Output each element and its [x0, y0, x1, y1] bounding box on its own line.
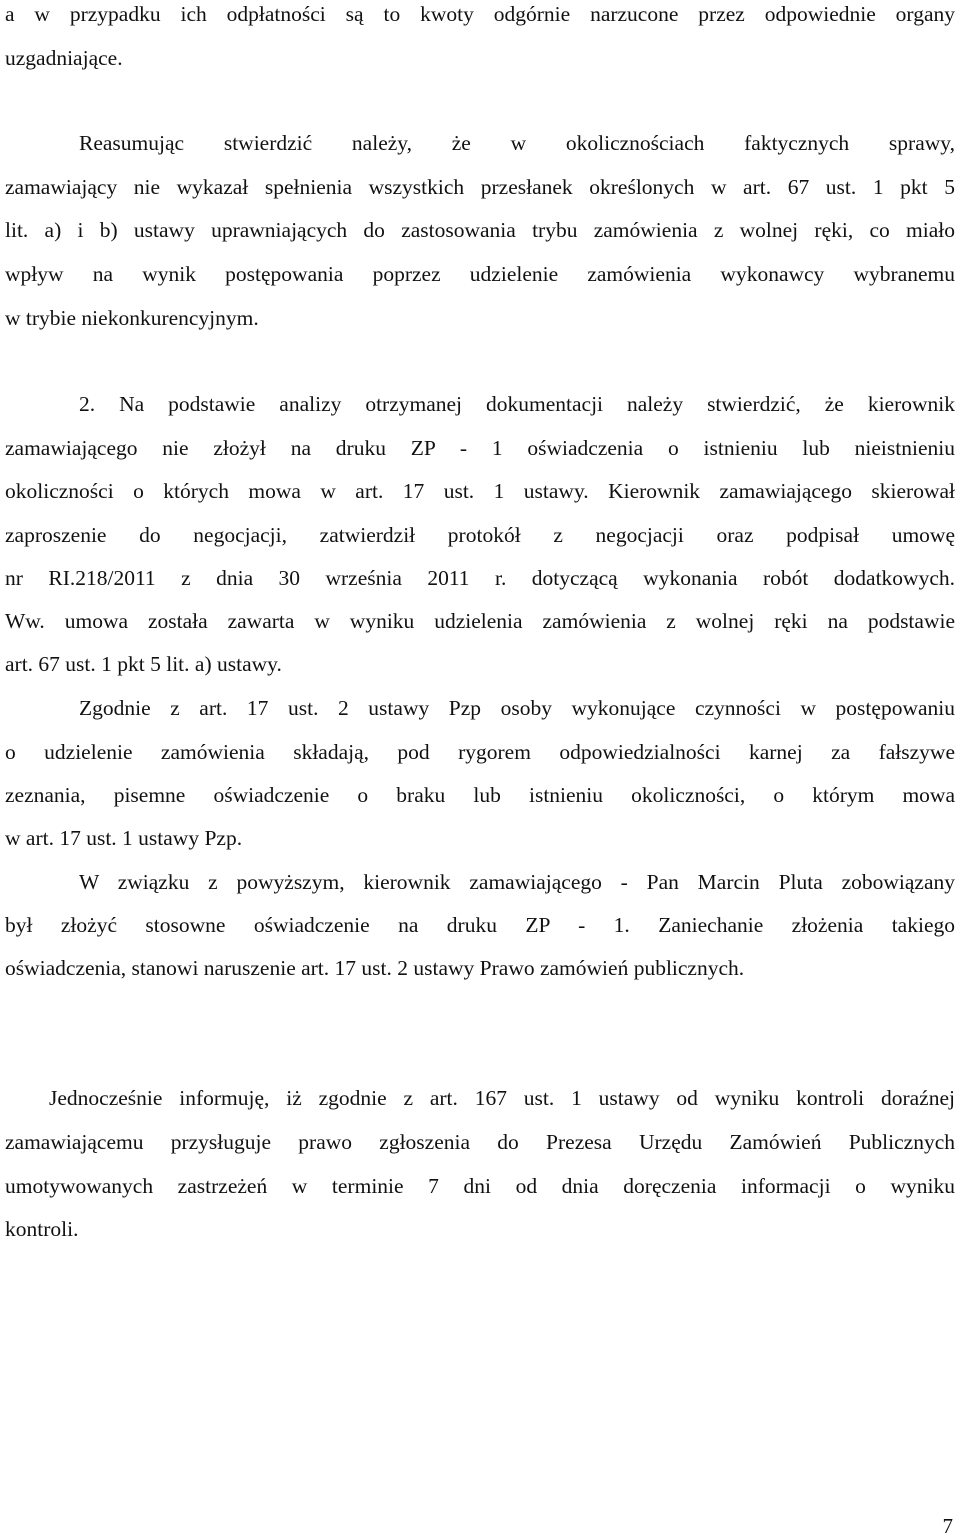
text-line: okoliczności o których mowa w art. 17 ust. 1 ustawy. Kierownik zamawiającego skierował: [5, 479, 955, 503]
text-line: uzgadniające.: [5, 46, 123, 70]
text-line: zamawiającego nie złożył na druku ZP - 1 oświadczenia o istnieniu lub nieistnieniu: [5, 436, 955, 460]
text-line: Ww. umowa została zawarta w wyniku udzielenia zamówienia z wolnej ręki na podstawie: [5, 609, 955, 633]
text-line: w trybie niekonkurencyjnym.: [5, 306, 259, 330]
text-line: art. 67 ust. 1 pkt 5 lit. a) ustawy.: [5, 652, 282, 676]
text-line: 2. Na podstawie analizy otrzymanej dokumentacji należy stwierdzić, że kierownik: [79, 392, 955, 416]
text-line: zamawiający nie wykazał spełnienia wszystkich przesłanek określonych w art. 67 ust. 1 pkt 5: [5, 175, 955, 199]
text-line: zeznania, pisemne oświadczenie o braku lub istnieniu okoliczności, o którym mowa: [5, 783, 955, 807]
text-line: Jednocześnie informuję, iż zgodnie z art. 167 ust. 1 ustawy od wyniku kontroli doraźnej: [49, 1086, 955, 1110]
text-line: wpływ na wynik postępowania poprzez udzielenie zamówienia wykonawcy wybranemu: [5, 262, 955, 286]
text-line: o udzielenie zamówienia składają, pod rygorem odpowiedzialności karnej za fałszywe: [5, 740, 955, 764]
text-line: Zgodnie z art. 17 ust. 2 ustawy Pzp osoby wykonujące czynności w postępowaniu: [79, 696, 955, 720]
text-line: oświadczenia, stanowi naruszenie art. 17 ust. 2 ustawy Prawo zamówień publicznych.: [5, 956, 745, 980]
text-line: Reasumując stwierdzić należy, że w okolicznościach faktycznych sprawy,: [79, 131, 955, 155]
text-line: zaproszenie do negocjacji, zatwierdził protokół z negocjacji oraz podpisał umowę: [5, 523, 955, 547]
text-line: w art. 17 ust. 1 ustawy Pzp.: [5, 826, 243, 850]
text-line: zamawiającemu przysługuje prawo zgłoszenia do Prezesa Urzędu Zamówień Publicznych: [5, 1130, 955, 1154]
text-line: a w przypadku ich odpłatności są to kwoty odgórnie narzucone przez odpowiednie organy: [5, 2, 955, 26]
text-line: był złożyć stosowne oświadczenie na druku ZP - 1. Zaniechanie złożenia takiego: [5, 913, 955, 937]
page-number: 7: [942, 1514, 953, 1538]
text-line: W związku z powyższym, kierownik zamawiającego - Pan Marcin Pluta zobowiązany: [79, 870, 955, 894]
text-line: umotywowanych zastrzeżeń w terminie 7 dni od dnia doręczenia informacji o wyniku: [5, 1174, 955, 1198]
text-line: nr RI.218/2011 z dnia 30 września 2011 r. dotyczącą wykonania robót dodatkowych.: [5, 566, 955, 590]
text-line: kontroli.: [5, 1217, 79, 1241]
text-line: lit. a) i b) ustawy uprawniających do zastosowania trybu zamówienia z wolnej ręki, co miało: [5, 218, 955, 242]
